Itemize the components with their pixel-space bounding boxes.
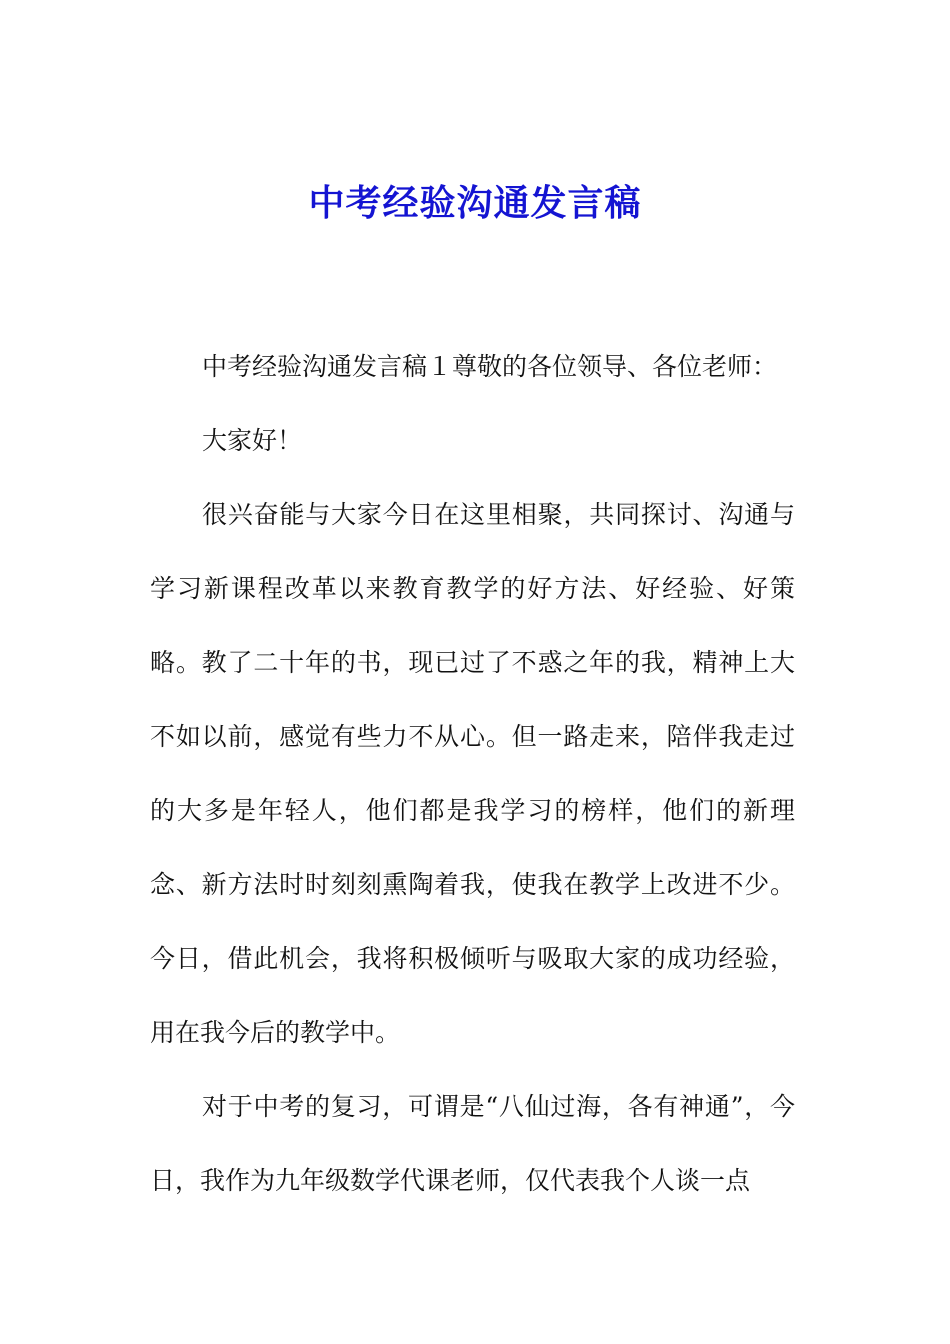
document-title: 中考经验沟通发言稿 [308, 182, 642, 224]
paragraph-review: 对于中考的复习，可谓是“八仙过海，各有神通”，今日，我作为九年级数学代课老师，仅代表我个人谈一点 [150, 1092, 795, 1195]
paragraph-intro: 很兴奋能与大家今日在这里相聚，共同探讨、沟通与学习新课程改革以来教育教学的好方法、好经验、好策略。教了二十年的书，现已过了不惑之年的我，精神上大不如以前，感觉有些力不从心。但一路走来，陪伴我走过的大多是年轻人，他们都是我学习的榜样，他们的新理念、新方法时时刻刻熏陶着我，使我在教学上改进不少。今日，借此机会，我将积极倾听与吸取大家的成功经验，用在我今后的教学中。 [150, 500, 795, 1047]
document-body [150, 330, 795, 1218]
paragraph-hello: 大家好！ [202, 426, 303, 455]
paragraph-greeting: 中考经验沟通发言稿１尊敬的各位领导、各位老师： [202, 352, 778, 381]
